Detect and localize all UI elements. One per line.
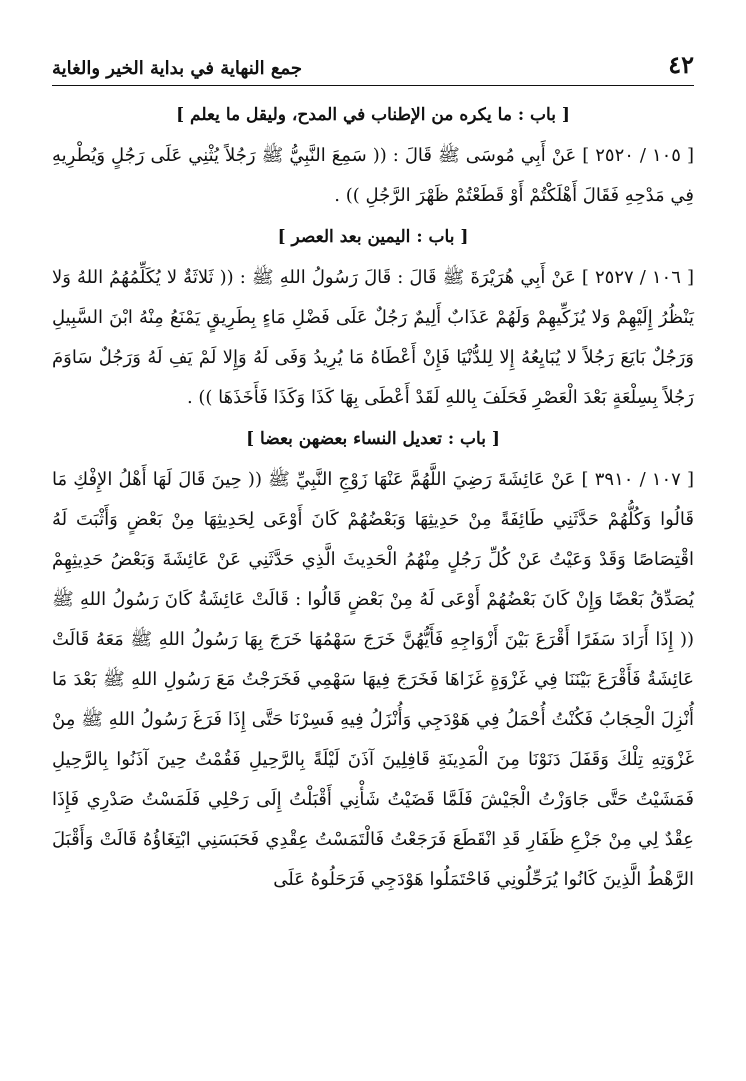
chapter-heading: [ باب : اليمين بعد العصر ] [277, 227, 469, 247]
page-number: ٤٢ [668, 50, 694, 79]
hadith-paragraph: [ ١٠٧ / ٣٩١٠ ] عَنْ عَائِشَةَ رَضِيَ اللَّهُمَّ عَنْهَا زَوْجِ النَّبِيِّ ﷺ (( حِينَ قَالَ لَهَا أَهْلُ الإِفْكِ مَا قَالُوا وَكُلُّهُمْ حَدَّثَنِي طَائِفَةً مِنْ حَدِيثِهَا وَبَعْضُهُمْ كَانَ أَوْعَى لِحَدِيثِهَا مِنْ بَعْضٍ وَأَثْبَتَ لَهُ اقْتِصَاصًا وَقَدْ وَعَيْتُ عَنْ كُلِّ رَجُلٍ مِنْهُمُ الْحَدِيثَ الَّذِي حَدَّثَنِي عَنْ عَائِشَةَ وَبَعْضُ حَدِيثِهِمْ يُصَدِّقُ بَعْضًا وَإِنْ كَانَ بَعْضُهُمْ أَوْعَى لَهُ مِنْ بَعْضٍ قَالُوا : قَالَتْ عَائِشَةُ كَانَ رَسُولُ اللهِ ﷺ (( إِذَا أَرَادَ سَفَرًا أَقْرَعَ بَيْنَ أَزْوَاجِهِ فَأَيُّهُنَّ خَرَجَ سَهْمُهَا خَرَجَ بِهَا رَسُولُ اللهِ ﷺ مَعَهُ قَالَتْ عَائِشَةُ فَأَقْرَعَ بَيْنَنَا فِي غَزْوَةٍ غَزَاهَا فَخَرَجَ فِيهَا سَهْمِي فَخَرَجْتُ مَعَ رَسُولِ اللهِ ﷺ بَعْدَ مَا أُنْزِلَ الْحِجَابُ فَكُنْتُ أُحْمَلُ فِي هَوْدَجِي وَأُنْزَلُ فِيهِ فَسِرْنَا حَتَّى إِذَا فَرَغَ رَسُولُ اللهِ ﷺ مِنْ غَزْوَتِهِ تِلْكَ وَقَفَلَ دَنَوْنَا مِنَ الْمَدِينَةِ قَافِلِينَ آذَنَ لَيْلَةً بِالرَّحِيلِ فَقُمْتُ حِينَ آذَنُوا بِالرَّحِيلِ فَمَشَيْتُ حَتَّى جَاوَزْتُ الْجَيْشَ فَلَمَّا قَضَيْتُ شَأْنِي أَقْبَلْتُ إِلَى رَحْلِي فَلَمَسْتُ صَدْرِي فَإِذَا عِقْدٌ لِي مِنْ جَزْعِ ظَفَارِ قَدِ انْقَطَعَ فَرَجَعْتُ فَالْتَمَسْتُ عِقْدِي فَحَبَسَنِي ابْتِغَاؤُهُ قَالَتْ وَأَقْبَلَ الرَّهْطُ الَّذِينَ كَانُوا يُرَحِّلُونِي فَاحْتَمَلُوا هَوْدَجِي فَرَحَلُوهُ عَلَى [52, 469, 694, 890]
hadith-paragraph: [ ١٠٥ / ٢٥٢٠ ] عَنْ أَبِي مُوسَى ﷺ قَالَ : (( سَمِعَ النَّبِيُّ ﷺ رَجُلاً يُثْنِي عَلَى رَجُلٍ وَيُطْرِيهِ فِي مَدْحِهِ فَقَالَ أَهْلَكْتُمْ أَوْ قَطَعْتُمْ ظَهْرَ الرَّجُلِ )) . [52, 145, 694, 206]
page-body [52, 94, 694, 900]
chapter-heading: [ باب : تعديل النساء بعضهن بعضا ] [246, 429, 500, 449]
running-title: جمع النهاية في بداية الخير والغاية [52, 58, 303, 79]
page-header [52, 38, 694, 86]
hadith-paragraph: [ ١٠٦ / ٢٥٢٧ ] عَنْ أَبِي هُرَيْرَةَ ﷺ قَالَ : قَالَ رَسُولُ اللهِ ﷺ : (( ثَلاثَةٌ لا يُكَلِّمُهُمُ اللهُ وَلا يَنْظُرُ إِلَيْهِمْ وَلا يُزَكِّيهِمْ وَلَهُمْ عَذَابٌ أَلِيمٌ رَجُلٌ عَلَى فَضْلِ مَاءٍ بِطَرِيقٍ يَمْنَعُ مِنْهُ ابْنَ السَّبِيلِ وَرَجُلٌ بَايَعَ رَجُلاً لا يُبَايِعُهُ إِلا لِلدُّنْيَا فَإِنْ أَعْطَاهُ مَا يُرِيدُ وَفَى لَهُ وَإِلا لَمْ يَفِ لَهُ وَرَجُلٌ سَاوَمَ رَجُلاً بِسِلْعَةٍ بَعْدَ الْعَصْرِ فَحَلَفَ بِاللهِ لَقَدْ أَعْطَى بِهَا كَذَا وَكَذَا فَأَخَذَهَا )) . [52, 267, 694, 408]
chapter-heading: [ باب : ما يكره من الإطناب في المدح، وليقل ما يعلم ] [176, 105, 570, 125]
